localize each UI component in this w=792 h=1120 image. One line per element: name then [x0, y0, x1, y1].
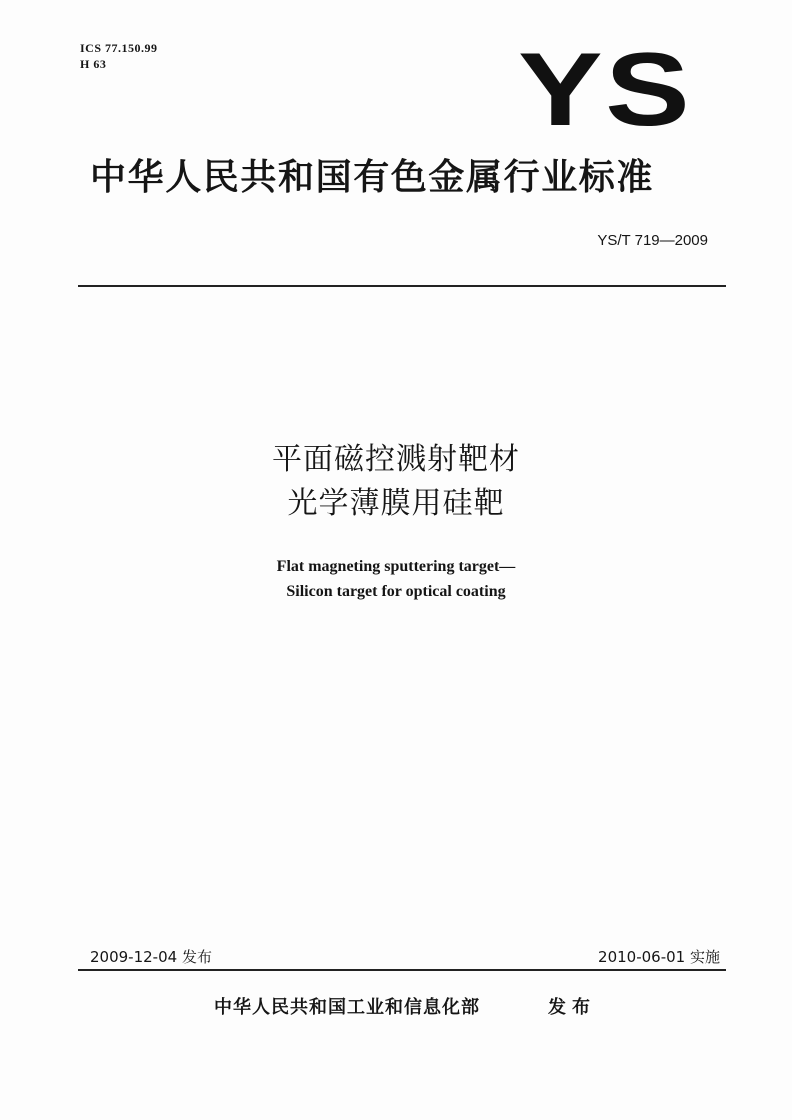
chinese-title-line-1: 平面磁控溅射靶材: [272, 442, 520, 477]
top-divider: [78, 285, 726, 287]
english-title-line-1: Flat magneting sputtering target—: [276, 558, 516, 575]
classification-codes: [80, 40, 158, 72]
issue-date: 2009-12-04 发布: [90, 948, 212, 966]
ics-code: ICS 77.150.99: [80, 41, 158, 55]
publish-label: 发布: [548, 997, 596, 1018]
chinese-title-line-2: 光学薄膜用硅靶: [287, 486, 505, 521]
english-title-line-2: Silicon target for optical coating: [286, 583, 506, 600]
standard-number: YS/T 719—2009: [597, 232, 708, 249]
implementation-date: 2010-06-01 实施: [598, 948, 720, 966]
bottom-divider: [78, 969, 726, 971]
ys-logo: YS: [518, 32, 693, 148]
industry-standard-title: 中华人民共和国有色金属行业标准: [90, 157, 655, 198]
publisher: 中华人民共和国工业和信息化部: [214, 997, 480, 1018]
ccs-code: H 63: [80, 57, 107, 71]
